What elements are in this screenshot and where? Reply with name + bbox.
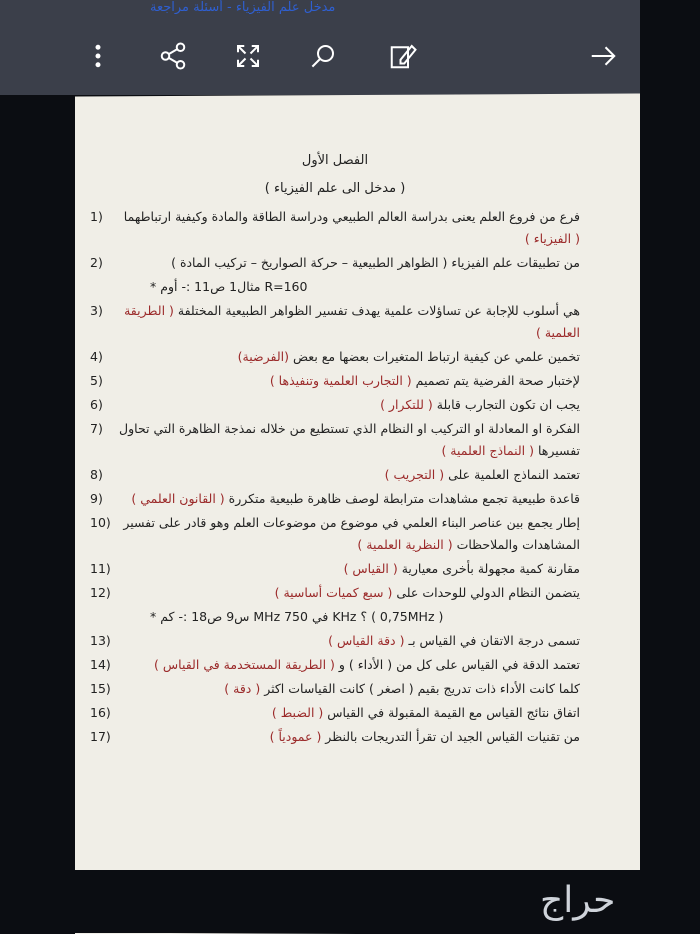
question-text	[118, 654, 580, 676]
question-text	[118, 346, 580, 368]
question-item	[90, 394, 580, 416]
question-item	[90, 488, 580, 510]
answer-text: (الفرضية)	[237, 349, 289, 364]
question-text	[118, 300, 580, 344]
question-item	[90, 726, 580, 748]
question-body: إطار يجمع بين عناصر البناء العلمي في موضوع من موضوعات العلم وهو قادر على تفسير المشاهدات والملاحظات	[123, 515, 580, 552]
search-icon[interactable]	[305, 38, 341, 74]
question-body: قاعدة طبيعية تجمع مشاهدات مترابطة لوصف ظاهرة طبيعية متكررة	[224, 491, 580, 506]
document-body	[90, 150, 580, 750]
answer-text: ( القانون العلمي )	[131, 491, 225, 506]
question-number: 14)	[90, 657, 111, 672]
answer-text: ( القياس )	[343, 561, 398, 576]
question-item	[90, 558, 580, 580]
answer-text: ( التجريب )	[384, 467, 445, 482]
question-body: تخمين علمي عن كيفية ارتباط المتغيرات بعضها مع بعض	[289, 349, 580, 364]
answer-text: ( النظرية العلمية )	[357, 537, 453, 552]
question-body: كلما كانت الأداء ذات تدريج بقيم ( اصغر ) كانت القياسات اكثر	[260, 681, 580, 696]
answer-text: ( سبع كميات أساسية )	[274, 585, 393, 600]
question-text	[118, 464, 580, 486]
more-vertical-icon[interactable]	[80, 38, 116, 74]
question-number: 1)	[90, 209, 103, 224]
question-number: 7)	[90, 421, 103, 436]
edit-icon[interactable]	[385, 38, 421, 74]
question-item	[90, 654, 580, 676]
answer-text: ( النماذج العلمية )	[441, 443, 534, 458]
question-text	[118, 726, 580, 748]
question-item	[90, 464, 580, 486]
question-item	[90, 678, 580, 700]
chapter-subtitle: ( مدخل الى علم الفيزياء )	[264, 181, 406, 196]
question-number: 17)	[90, 729, 111, 744]
question-body: من تقنيات القياس الجيد ان تقرأ التدريجات بالنظر	[321, 729, 580, 744]
question-text	[118, 418, 580, 462]
arrow-right-icon[interactable]	[585, 38, 621, 74]
question-item	[90, 206, 580, 250]
question-text	[118, 582, 580, 604]
question-body: اتفاق نتائج القياس مع القيمة المقبولة في القياس	[323, 705, 580, 720]
question-text	[118, 394, 580, 416]
question-text	[118, 678, 580, 700]
answer-text: ( الفيزياء )	[524, 231, 580, 246]
question-number: 3)	[90, 303, 103, 318]
viewer-toolbar	[0, 0, 640, 95]
question-number: 6)	[90, 397, 103, 412]
question-text	[118, 630, 580, 652]
question-body: هي أسلوب للإجابة عن تساؤلات علمية يهدف تفسير الظواهر الطبيعية المختلفة	[173, 303, 580, 318]
answer-text: ( الطريقة العلمية )	[124, 303, 580, 340]
question-text	[118, 558, 580, 580]
question-item	[90, 346, 580, 368]
question-text	[118, 702, 580, 724]
question-item	[90, 370, 580, 392]
question-text	[118, 370, 580, 392]
question-item	[90, 300, 580, 344]
question-text	[118, 512, 580, 556]
question-number: 8)	[90, 467, 103, 482]
exercise-note: * س9 ص18 :- كم MHz في 750 KHz ؟ ( 0,75MHz )	[150, 609, 444, 624]
example-note: * مثال1 ص11 :- أوم R=160	[150, 279, 308, 294]
question-number: 9)	[90, 491, 103, 506]
question-body: الفكرة او المعادلة او التركيب او النظام الذي تستطيع من خلاله نمذجة الظاهرة التي تحاول تفسيرها	[119, 421, 580, 458]
question-number: 5)	[90, 373, 103, 388]
question-body: لإختبار صحة الفرضية يتم تصميم	[411, 373, 580, 388]
question-text	[118, 488, 580, 510]
question-body: تعتمد الدقة في القياس على كل من ( الأداء ) و	[334, 657, 580, 672]
question-text	[118, 252, 580, 274]
answer-text: ( دقة )	[224, 681, 261, 696]
question-item	[90, 702, 580, 724]
haraj-watermark: حراج	[540, 880, 616, 921]
question-body: مقارنة كمية مجهولة بأخرى معيارية	[397, 561, 580, 576]
question-text	[118, 206, 580, 250]
question-body: من تطبيقات علم الفيزياء ( الظواهر الطبيعية – حركة الصواريخ – تركيب المادة )	[171, 255, 580, 270]
question-body: يتضمن النظام الدولي للوحدات على	[392, 585, 580, 600]
question-body: يجب ان تكون التجارب قابلة	[432, 397, 580, 412]
answer-text: ( التجارب العلمية وتنفيذها )	[269, 373, 412, 388]
question-body: فرع من فروع العلم يعنى بدراسة العالم الطبيعي ودراسة الطاقة والمادة وكيفية ارتباطهما	[123, 209, 580, 224]
question-body: تعتمد النماذج العلمية على	[444, 467, 580, 482]
question-number: 16)	[90, 705, 111, 720]
question-item	[90, 418, 580, 462]
question-item	[90, 582, 580, 604]
question-number: 12)	[90, 585, 111, 600]
question-item	[90, 630, 580, 652]
question-number: 4)	[90, 349, 103, 364]
question-number: 2)	[90, 255, 103, 270]
header-banner: مدخل علم الفيزياء - أسئلة مراجعة	[150, 0, 336, 14]
question-number: 15)	[90, 681, 111, 696]
question-item	[90, 512, 580, 556]
answer-text: ( الضبط )	[271, 705, 324, 720]
question-number: 13)	[90, 633, 111, 648]
fullscreen-icon[interactable]	[230, 38, 266, 74]
answer-text: ( دقة القياس )	[328, 633, 405, 648]
chapter-title: الفصل الأول	[301, 153, 369, 168]
share-icon[interactable]	[155, 38, 191, 74]
answer-text: ( للتكرار )	[380, 397, 433, 412]
answer-text: ( عمودياً )	[269, 729, 322, 744]
question-number: 10)	[90, 515, 111, 530]
answer-text: ( الطريقة المستخدمة في القياس )	[154, 657, 335, 672]
question-body: تسمى درجة الاتقان في القياس بـ	[404, 633, 580, 648]
question-item	[90, 252, 580, 274]
question-number: 11)	[90, 561, 111, 576]
